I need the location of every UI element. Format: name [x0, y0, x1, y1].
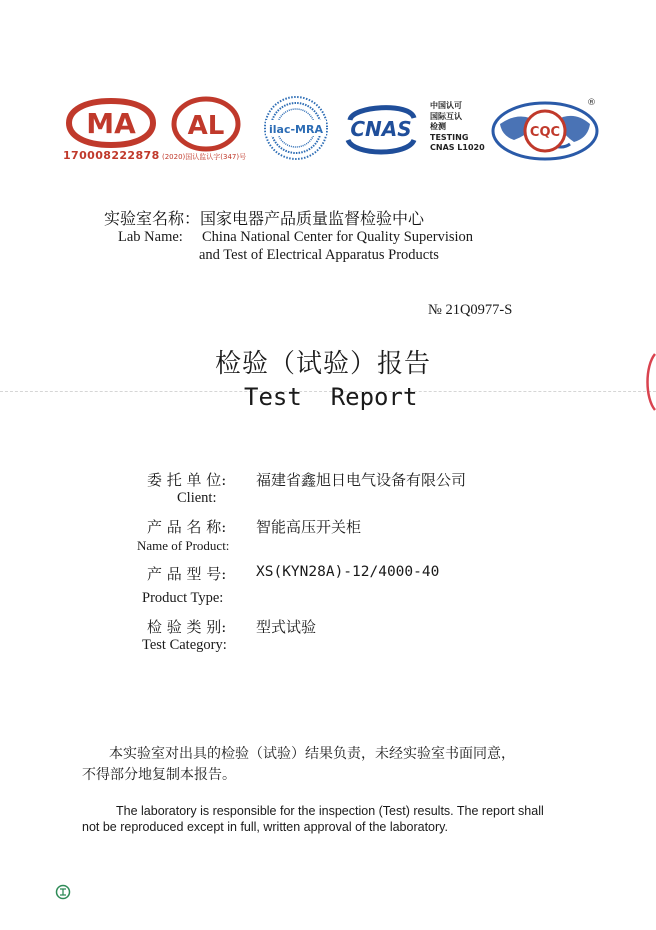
product-name-label-zh: 产 品 名 称:: [147, 518, 227, 536]
cnas-line: TESTING: [430, 132, 469, 142]
disclaimer-zh-line2: 不得部分地复制本报告。: [82, 767, 236, 783]
report-number: № 21Q0977-S: [428, 302, 513, 318]
product-type-label-zh: 产 品 型 号:: [147, 565, 227, 583]
cqc-logo-text: CQC: [529, 125, 561, 140]
client-label-en: Client:: [177, 490, 217, 506]
report-title-en: Test Report: [244, 383, 418, 411]
product-type-value: XS(KYN28A)-12/4000-40: [256, 564, 440, 580]
cnas-line: 检测: [430, 122, 446, 131]
cal-certificate-number: (2020)国认监认字(347)号: [162, 153, 247, 161]
disclaimer-en-line2: not be reproduced except in full, written approval of the laboratory.: [82, 820, 448, 834]
cnas-line: 中国认可: [430, 101, 462, 110]
registered-mark: ®: [587, 98, 596, 108]
product-name-value: 智能高压开关柜: [256, 518, 362, 536]
disclaimer-zh-line1: 本实验室对出具的检验（试验）结果负责，未经实验室书面同意，: [109, 746, 515, 762]
test-category-label-en: Test Category:: [142, 637, 227, 653]
ilac-mra-logo: [262, 94, 330, 162]
cnas-logo: [342, 100, 420, 158]
client-value: 福建省鑫旭日电气设备有限公司: [256, 471, 467, 489]
report-title-zh: 检验（试验）报告: [215, 349, 432, 379]
seal-mark-icon: [55, 884, 71, 900]
lab-name-en-label: Lab Name:: [118, 229, 183, 245]
cma-logo-text: MA: [86, 107, 136, 140]
cma-certificate-number: 170008222878: [63, 149, 160, 162]
cnas-accreditation-text: [430, 101, 485, 154]
cal-logo: [170, 96, 242, 152]
cma-logo: [63, 97, 159, 149]
disclaimer-en-line1: The laboratory is responsible for the inspection (Test) results. The report shall: [116, 804, 544, 818]
cnas-logo-text: CNAS: [350, 117, 412, 141]
test-category-label-zh: 检 验 类 别:: [147, 618, 227, 636]
lab-name-en-line1: China National Center for Quality Supervision: [202, 229, 474, 245]
client-label-zh: 委 托 单 位:: [147, 471, 227, 489]
test-category-value: 型式试验: [256, 618, 317, 636]
lab-name-zh: 实验室名称：国家电器产品质量监督检验中心: [104, 209, 425, 228]
cal-logo-text: AL: [187, 111, 225, 141]
cnas-line: 国际互认: [430, 111, 462, 121]
cnas-line: CNAS L1020: [430, 143, 485, 152]
ilac-logo-text: ilac-MRA: [269, 123, 323, 136]
edge-seal-fragment: [643, 352, 656, 412]
product-name-label-en: Name of Product:: [137, 538, 230, 553]
lab-name-en-line2: and Test of Electrical Apparatus Products: [199, 247, 439, 263]
cqc-logo: [490, 100, 600, 162]
product-type-label-en: Product Type:: [142, 590, 224, 606]
